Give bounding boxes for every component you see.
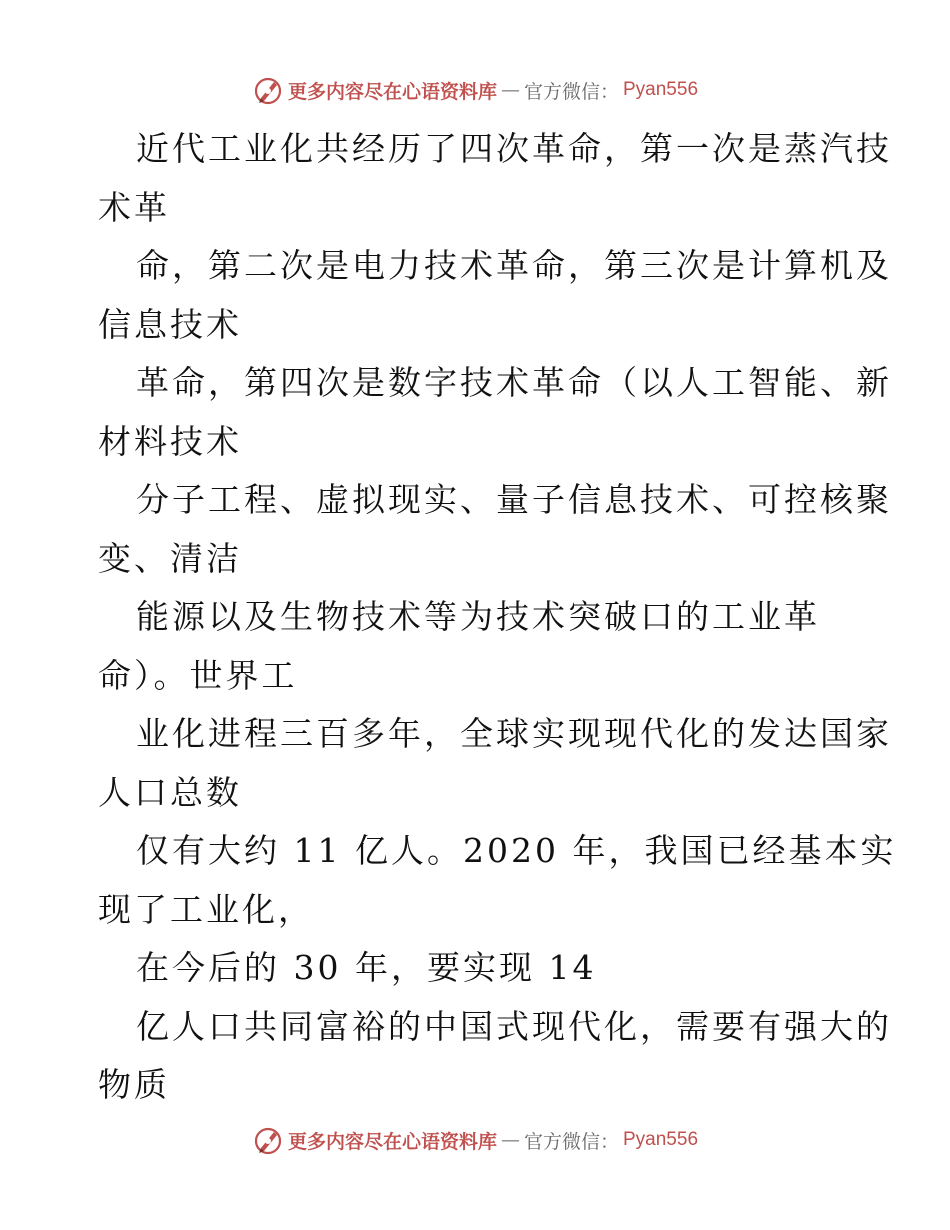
body-line: 革命，第四次是数字技术革命（以人工智能、新 bbox=[136, 363, 892, 402]
body-line: 命，第二次是电力技术革命，第三次是计算机及 bbox=[136, 246, 892, 285]
body-line: 术革 bbox=[98, 187, 170, 227]
body-line: 仅有大约 11 亿人。2020 年，我国已经基本实 bbox=[136, 831, 897, 870]
header-separator: — bbox=[500, 79, 520, 101]
header-site-text: 更多内容尽在心语资料库 bbox=[287, 80, 497, 103]
body-line: 现了工业化， bbox=[98, 889, 314, 929]
body-line: 亿人口共同富裕的中国式现代化，需要有强大的 bbox=[136, 1006, 892, 1046]
footer-wechat-id: Pyan556 bbox=[623, 1129, 699, 1150]
footer-site-text: 更多内容尽在心语资料库 bbox=[287, 1130, 497, 1153]
body-line: 材料技术 bbox=[98, 421, 242, 461]
body-line: 在今后的 30 年，要实现 14 bbox=[136, 948, 597, 987]
body-line: 变、清洁 bbox=[98, 538, 242, 578]
header-banner bbox=[0, 70, 950, 110]
body-line: 物质 bbox=[98, 1065, 170, 1104]
body-line: 命）。世界工 bbox=[98, 655, 298, 695]
body-line: 信息技术 bbox=[98, 304, 242, 344]
document-body bbox=[98, 120, 897, 1115]
footer-banner bbox=[0, 1120, 950, 1160]
footer-separator: — bbox=[500, 1129, 520, 1151]
footer-banner-content bbox=[252, 1124, 698, 1156]
body-line: 人口总数 bbox=[98, 772, 242, 812]
body-line: 分子工程、虚拟现实、量子信息技术、可控核聚 bbox=[136, 480, 892, 519]
header-wechat-label: 官方微信： bbox=[523, 80, 619, 103]
header-banner-content bbox=[252, 74, 698, 106]
body-line: 业化进程三百多年，全球实现现代化的发达国家 bbox=[136, 714, 892, 753]
footer-wechat-label: 官方微信： bbox=[523, 1130, 619, 1153]
red-pen-logo-icon bbox=[252, 1124, 284, 1156]
red-pen-logo-icon bbox=[252, 74, 284, 106]
header-wechat-id: Pyan556 bbox=[623, 79, 699, 100]
body-line: 能源以及生物技术等为技术突破口的工业革 bbox=[136, 597, 820, 636]
body-line: 近代工业化共经历了四次革命，第一次是蒸汽技 bbox=[136, 129, 892, 168]
